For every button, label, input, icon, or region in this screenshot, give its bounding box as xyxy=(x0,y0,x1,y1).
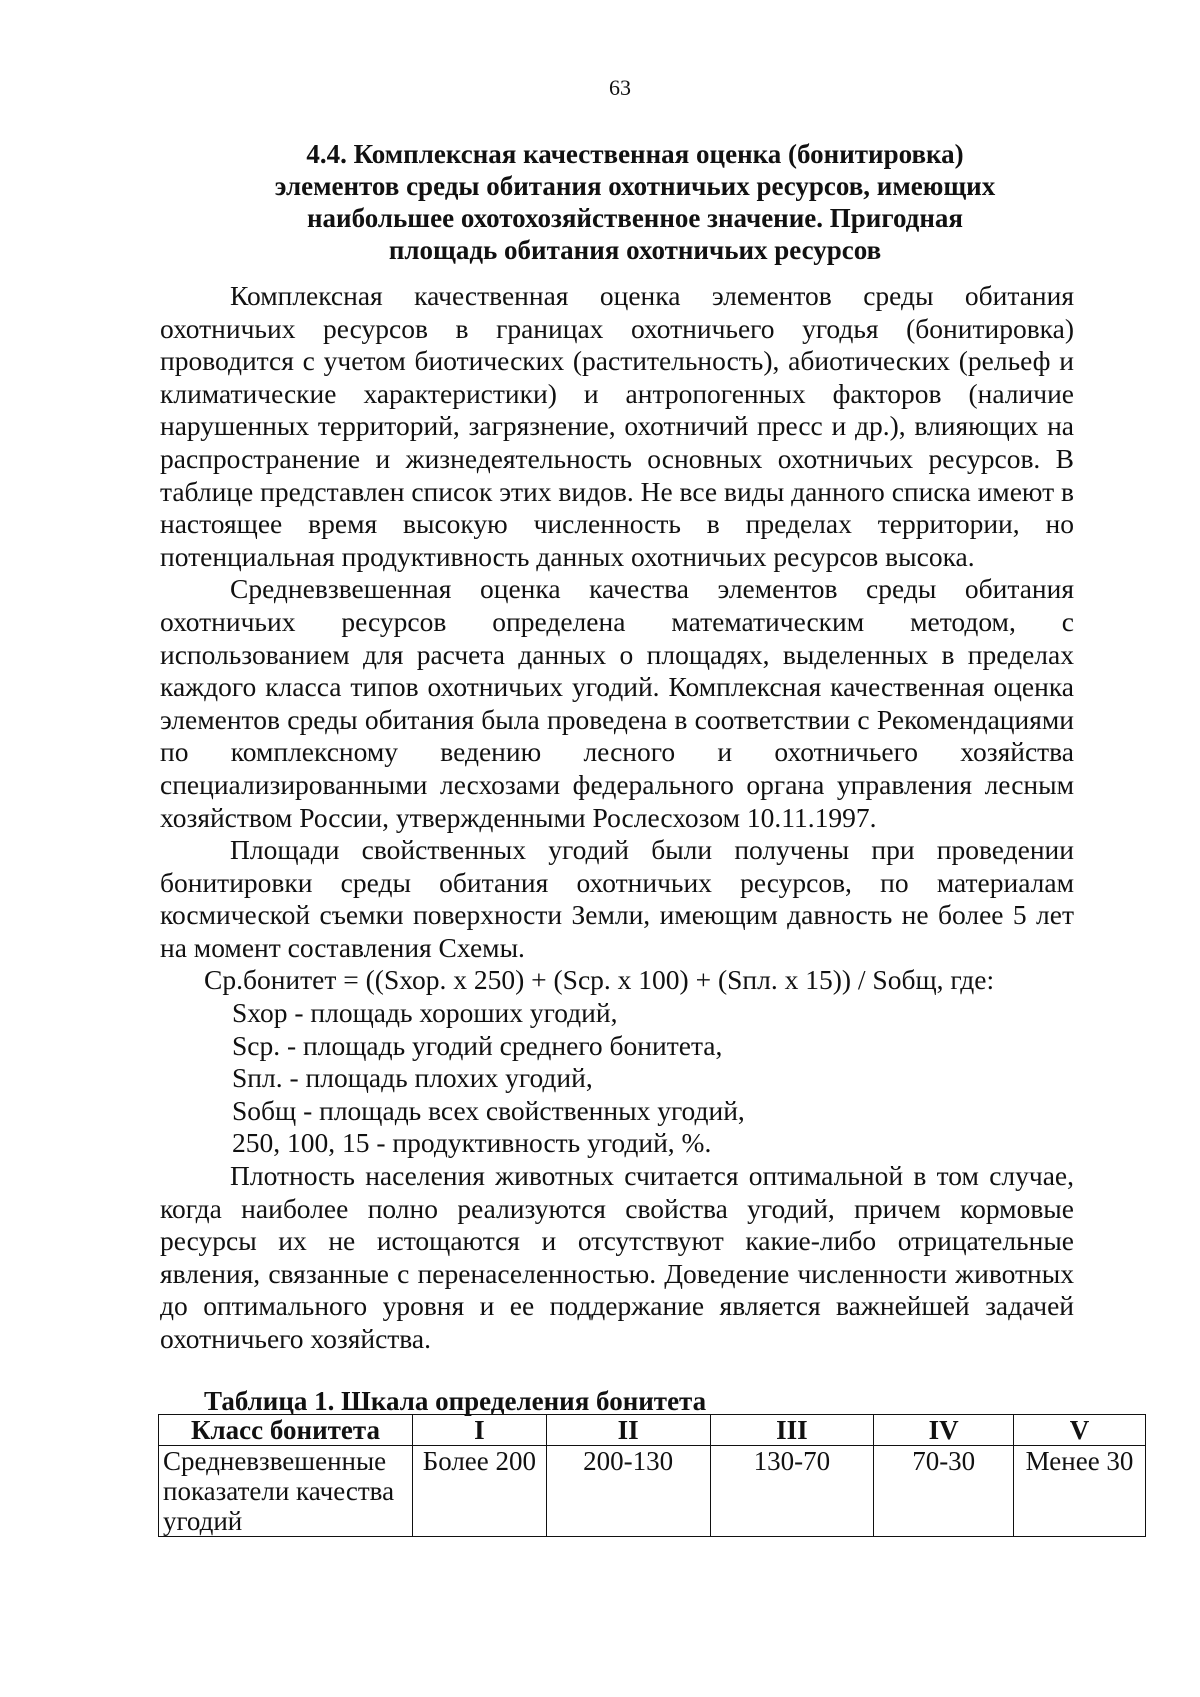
table-cell: Средневзвешенные показатели качества угодий xyxy=(159,1446,413,1537)
paragraph-method: Средневзвешенная оценка качества элементов среды обитания охотничьих ресурсов определена математическим методом, с использованием для расчета данных о площадях, выделенных в пределах каждого класса типов охотничьих угодий. Комплексная качественная оценка элементов среды обитания была проведена в соответствии с Рекомендациями по комплексному ведению лесного и охотничьего хозяйства специализированными лесхозами федерального органа управления лесным хозяйством России, утвержденными Рослесхозом 10.11.1997. xyxy=(160,573,1074,833)
heading-line: 4.4. Комплексная качественная оценка (бонитировка) xyxy=(306,139,964,169)
legend-item: 250, 100, 15 - продуктивность угодий, %. xyxy=(232,1127,712,1159)
body-text xyxy=(160,280,1074,1356)
table-cell: 70-30 xyxy=(874,1446,1014,1537)
header-cell: II xyxy=(546,1415,710,1446)
legend-item: Sобщ - площадь всех свойственных угодий, xyxy=(232,1094,745,1126)
table-header-row xyxy=(159,1415,1146,1446)
header-cell: Класс бонитета xyxy=(159,1415,413,1446)
section-heading xyxy=(240,138,1030,266)
table-cell: 130-70 xyxy=(710,1446,874,1537)
table-caption: Таблица 1. Шкала определения бонитета xyxy=(204,1386,707,1416)
header-cell: I xyxy=(412,1415,546,1446)
formula-legend xyxy=(160,997,1074,1160)
paragraph-density: Плотность населения животных считается оптимальной в том случае, когда наиболее полно реализуются свойства угодий, причем кормовые ресурсы их не истощаются и отсутствуют какие-либо отрицательные явления, связанные с перенаселенностью. Доведение численности животных до оптимального уровня и ее поддержание является важнейшей задачей охотничьего хозяйства. xyxy=(160,1160,1074,1354)
table-cell: Менее 30 xyxy=(1014,1446,1146,1537)
legend-item: Sср. - площадь угодий среднего бонитета, xyxy=(232,1029,723,1061)
header-cell: IV xyxy=(874,1415,1014,1446)
paragraph-bonitirovka-intro: Комплексная качественная оценка элементов среды обитания охотничьих ресурсов в границах охотничьего угодья (бонитировка) проводится с учетом биотических (растительность), абиотических (рельеф и климатические характеристики) и антропогенных факторов (наличие нарушенных территорий, загрязнение, охотничий пресс и др.), влияющих на распространение и жизнедеятельность основных охотничьих ресурсов. В таблице представлен список этих видов. Не все виды данного списка имеют в настоящее время высокую численность в пределах территории, но потенциальная продуктивность данных охотничьих ресурсов высока. xyxy=(160,280,1074,572)
header-cell: V xyxy=(1014,1415,1146,1446)
legend-item: Sхор - площадь хороших угодий, xyxy=(232,997,618,1029)
page-number: 63 xyxy=(609,75,631,100)
table-row xyxy=(159,1446,1146,1537)
heading-line: наибольшее охотохозяйственное значение. Пригодная xyxy=(306,203,963,233)
table-cell: Более 200 xyxy=(412,1446,546,1537)
legend-item: Sпл. - площадь плохих угодий, xyxy=(232,1062,593,1094)
formula: Ср.бонитет = ((Sхор. х 250) + (Sср. х 100) + (Sпл. х 15)) / Sобщ, где: xyxy=(204,964,995,996)
header-cell: III xyxy=(710,1415,874,1446)
heading-line: элементов среды обитания охотничьих ресурсов, имеющих xyxy=(274,171,996,201)
heading-line: площадь обитания охотничьих ресурсов xyxy=(388,235,882,265)
paragraph-areas: Площади свойственных угодий были получены при проведении бонитировки среды обитания охотничьих ресурсов, по материалам космической съемки поверхности Земли, имеющим давность не более 5 лет на момент составления Схемы. xyxy=(160,834,1074,963)
bonitet-table xyxy=(158,1414,1146,1537)
table-cell: 200-130 xyxy=(546,1446,710,1537)
